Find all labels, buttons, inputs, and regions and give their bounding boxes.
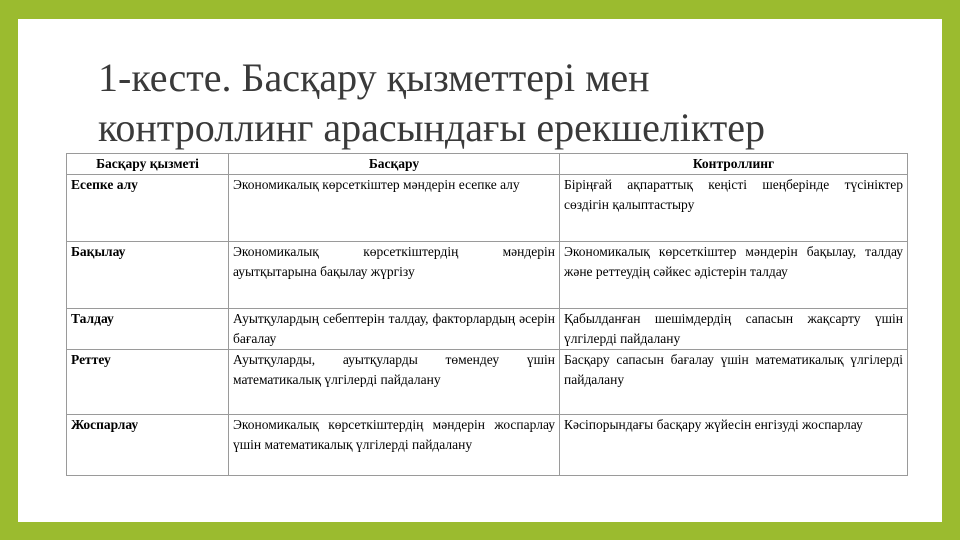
table-row — [67, 309, 908, 350]
table-row — [67, 350, 908, 415]
cell-function: Жоспарлау — [67, 415, 229, 476]
header-function: Басқару қызметі — [67, 154, 229, 175]
cell-management: Экономикалық көрсеткіштердің мәндерін жоспарлау үшін математикалық үлгілерді пайдалану — [229, 415, 560, 476]
table-row — [67, 175, 908, 242]
cell-controlling: Экономикалық көрсеткіштер мәндерін бақылау, талдау және реттеудің сәйкес әдістерін талдау — [560, 242, 908, 309]
cell-management: Ауытқулардың себептерін талдау, факторлардың әсерін бағалау — [229, 309, 560, 350]
comparison-table — [66, 153, 908, 476]
cell-management: Ауытқуларды, ауытқуларды төмендеу үшін математикалық үлгілерді пайдалану — [229, 350, 560, 415]
title-line-2: контроллинг арасындағы ерекшеліктер — [98, 105, 766, 150]
title-line-1: 1-кесте. Басқару қызметтері мен — [98, 55, 650, 100]
cell-management: Экономикалық көрсеткіштер мәндерін есепке алу — [229, 175, 560, 242]
table-row — [67, 415, 908, 476]
slide — [18, 19, 942, 522]
cell-function: Есепке алу — [67, 175, 229, 242]
cell-function: Бақылау — [67, 242, 229, 309]
cell-function: Талдау — [67, 309, 229, 350]
table-row — [67, 242, 908, 309]
header-management: Басқару — [229, 154, 560, 175]
cell-controlling: Қабылданған шешімдердің сапасын жақсарту үшін үлгілерді пайдалану — [560, 309, 908, 350]
cell-function: Реттеу — [67, 350, 229, 415]
cell-management: Экономикалық көрсеткіштердің мәндерін ауытқытарына бақылау жүргізу — [229, 242, 560, 309]
table-header-row — [67, 154, 908, 175]
cell-controlling: Біріңғай ақпараттық кеңісті шеңберінде түсініктер сөздігін қалыптастыру — [560, 175, 908, 242]
slide-title — [98, 53, 918, 153]
header-controlling: Контроллинг — [560, 154, 908, 175]
cell-controlling: Кәсіпорындағы басқару жүйесін енгізуді жоспарлау — [560, 415, 908, 476]
cell-controlling: Басқару сапасын бағалау үшін математикалық үлгілерді пайдалану — [560, 350, 908, 415]
